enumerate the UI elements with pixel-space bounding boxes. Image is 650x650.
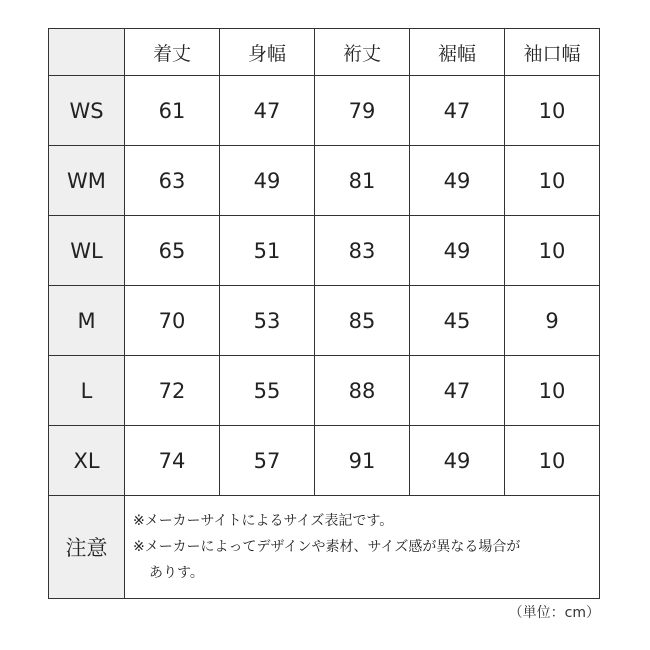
table-cell: 70	[125, 286, 220, 356]
table-cell: 85	[315, 286, 410, 356]
header-row	[49, 29, 600, 76]
table-cell: 63	[125, 146, 220, 216]
note-line: ありす。	[149, 565, 204, 581]
header-cuff-width: 袖口幅	[505, 29, 600, 76]
table-row	[49, 216, 600, 286]
table-cell: 74	[125, 426, 220, 496]
table-cell: 83	[315, 216, 410, 286]
header-length: 着丈	[125, 29, 220, 76]
table-cell: 49	[410, 216, 505, 286]
note-line: ※メーカーによってデザインや素材、サイズ感が異なる場合が	[133, 539, 521, 555]
note-label: 注意	[49, 496, 125, 599]
note-text	[125, 496, 600, 599]
table-cell: 91	[315, 426, 410, 496]
table-cell: 51	[220, 216, 315, 286]
table-row	[49, 286, 600, 356]
table-cell: 10	[505, 146, 600, 216]
size-chart-table	[48, 28, 600, 599]
table-row	[49, 146, 600, 216]
note-row	[49, 496, 600, 599]
table-cell: 10	[505, 216, 600, 286]
table-cell: 10	[505, 76, 600, 146]
table-cell: 79	[315, 76, 410, 146]
table-cell: 53	[220, 286, 315, 356]
row-label: WL	[49, 216, 125, 286]
table-cell: 57	[220, 426, 315, 496]
table-row	[49, 76, 600, 146]
table-cell: 61	[125, 76, 220, 146]
table-cell: 47	[410, 76, 505, 146]
table-cell: 47	[410, 356, 505, 426]
table-cell: 88	[315, 356, 410, 426]
table-cell: 49	[410, 146, 505, 216]
table-cell: 47	[220, 76, 315, 146]
table-cell: 72	[125, 356, 220, 426]
table-cell: 45	[410, 286, 505, 356]
header-hem-width: 裾幅	[410, 29, 505, 76]
table-cell: 10	[505, 426, 600, 496]
table-cell: 9	[505, 286, 600, 356]
row-label: L	[49, 356, 125, 426]
row-label: WM	[49, 146, 125, 216]
table-row	[49, 426, 600, 496]
table-cell: 65	[125, 216, 220, 286]
header-sleeve-length: 裄丈	[315, 29, 410, 76]
header-chest-width: 身幅	[220, 29, 315, 76]
table-row	[49, 356, 600, 426]
table-cell: 55	[220, 356, 315, 426]
row-label: WS	[49, 76, 125, 146]
note-line: ※メーカーサイトによるサイズ表記です。	[133, 513, 394, 529]
row-label: XL	[49, 426, 125, 496]
unit-note: （単位：cm）	[508, 605, 600, 621]
table-cell: 81	[315, 146, 410, 216]
table-cell: 49	[410, 426, 505, 496]
table-cell: 49	[220, 146, 315, 216]
row-label: M	[49, 286, 125, 356]
corner-cell	[49, 29, 125, 76]
table-cell: 10	[505, 356, 600, 426]
